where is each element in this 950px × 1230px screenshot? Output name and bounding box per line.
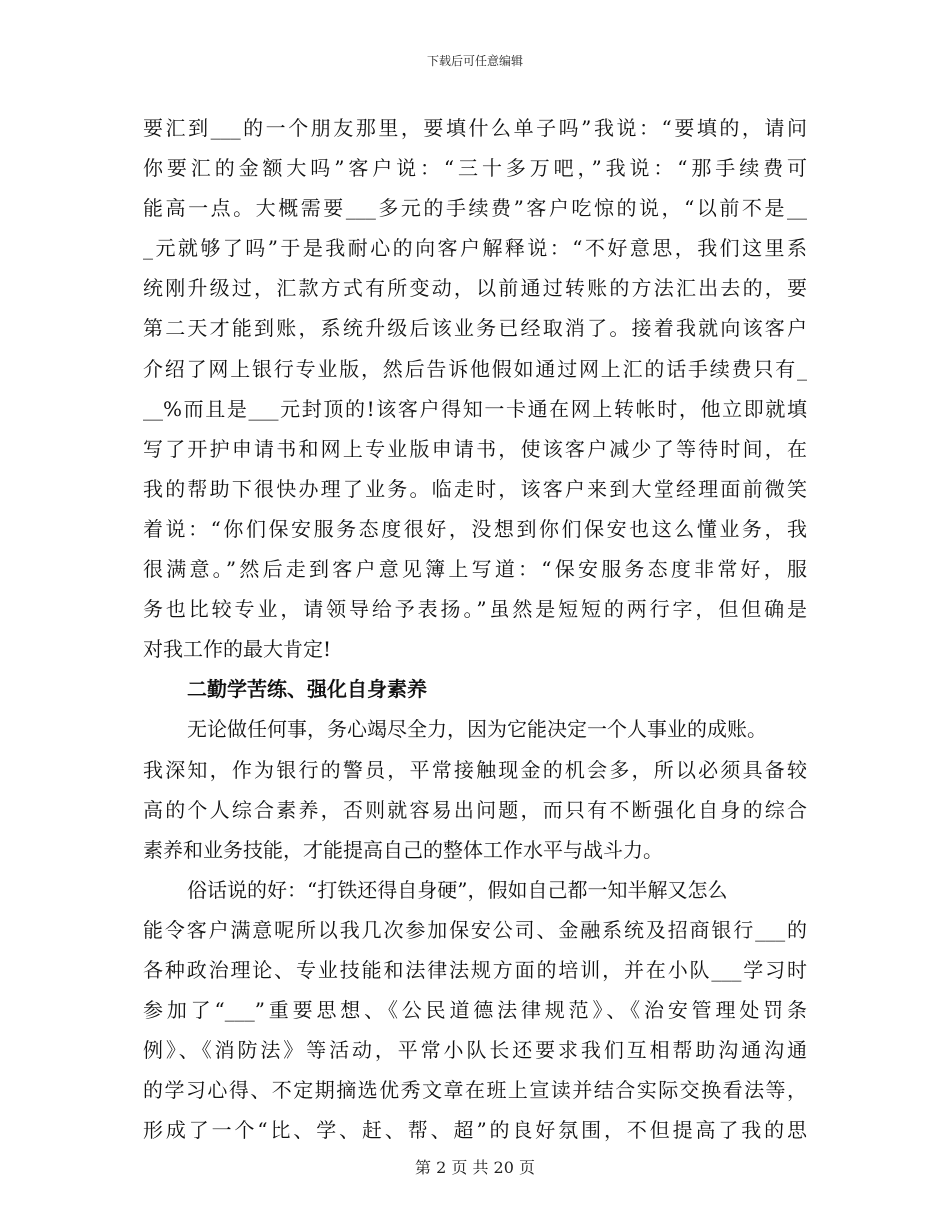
body-line-12: 很满意。”然后走到客户意见簿上写道：“保安服务态度非常好，服	[143, 557, 807, 582]
document-body	[143, 108, 807, 1150]
body-line-2: 你要汇的金额大吗”客户说：“三十多万吧，”我说：“那手续费可	[143, 156, 807, 181]
body-line-24: 例》、《消防法》等活动，平常小队长还要求我们互相帮助沟通沟通	[143, 1038, 807, 1063]
body-line-23: 参加了“___”重要思想、《公民道德法律规范》、《治安管理处罚条	[143, 998, 807, 1023]
body-line-22: 各种政治理论、专业技能和法律法规方面的培训，并在小队___学习时	[143, 957, 807, 982]
body-line-19: 素养和业务技能，才能提高自己的整体工作水平与战斗力。	[143, 837, 663, 862]
body-line-8: __%而且是___元封顶的!该客户得知一卡通在网上转帐时，他立即就填	[143, 396, 807, 421]
body-line-17: 我深知，作为银行的警员，平常接触现金的机会多，所以必须具备较	[143, 757, 807, 782]
body-line-20: 俗话说的好：“打铁还得自身硬”，假如自己都一知半解又怎么	[187, 877, 728, 902]
body-line-9: 写了开护申请书和网上专业版申请书，使该客户减少了等待时间，在	[143, 436, 807, 461]
body-line-11: 着说：“你们保安服务态度很好，没想到你们保安也这么懂业务，我	[143, 516, 807, 541]
page-number-footer: 第 2 页 共 20 页	[415, 1158, 535, 1177]
body-line-26: 形成了一个“比、学、赶、帮、超”的良好氛围，不但提高了我的思	[143, 1118, 807, 1143]
body-line-18: 高的个人综合素养，否则就容易出问题，而只有不断强化自身的综合	[143, 797, 807, 822]
body-line-1: 要汇到___的一个朋友那里，要填什么单子吗”我说：“要填的，请问	[143, 116, 807, 140]
body-line-6: 第二天才能到账，系统升级后该业务已经取消了。接着我就向该客户	[143, 316, 807, 341]
body-line-4: _元就够了吗”于是我耐心的向客户解释说：“不好意思，我们这里系	[143, 236, 807, 261]
body-line-16: 无论做任何事，务心竭尽全力，因为它能决定一个人事业的成账。	[187, 717, 767, 742]
body-line-13: 务也比较专业，请领导给予表扬。”虽然是短短的两行字，但但确是	[143, 597, 807, 622]
body-line-21: 能令客户满意呢所以我几次参加保安公司、金融系统及招商银行___的	[143, 917, 807, 942]
body-line-10: 我的帮助下很快办理了业务。临走时，该客户来到大堂经理面前微笑	[143, 476, 807, 501]
page-header: 下载后可任意编辑	[426, 54, 523, 68]
section-heading: 二勤学苦练、强化自身素养	[187, 677, 427, 702]
body-line-5: 统刚升级过，汇款方式有所变动，以前通过转账的方法汇出去的，要	[143, 276, 807, 301]
body-line-25: 的学习心得、不定期摘选优秀文章在班上宣读并结合实际交换看法等，	[143, 1078, 807, 1103]
body-line-7: 介绍了网上银行专业版，然后告诉他假如通过网上汇的话手续费只有_	[143, 356, 807, 381]
body-line-3: 能高一点。大概需要___多元的手续费”客户吃惊的说，“以前不是__	[143, 196, 807, 221]
body-line-14: 对我工作的最大肯定!	[143, 637, 332, 662]
